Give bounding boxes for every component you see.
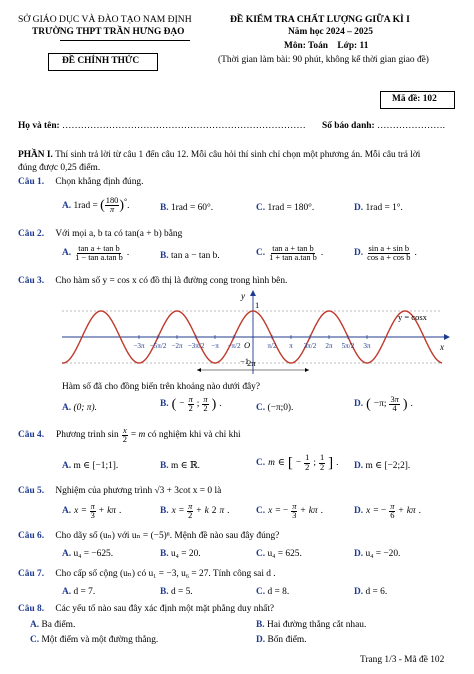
q6-option-b[interactable]: B. u₄ = 20. [160,549,201,559]
q4-label: Câu 4. [18,430,45,441]
q6-option-c[interactable]: C. u₄ = 625. [256,549,302,559]
graph-curve-label: y = cosx [398,312,427,322]
x-tick-label: π [289,342,293,350]
question-3 [18,276,287,288]
q2-c-den: 1 + tan a.tan b [269,253,317,263]
q1-option-b[interactable]: B. 1rad = 60°. [160,203,214,213]
student-id-dots: …………………. [376,121,445,131]
q6-option-c-text: u₄ = 625. [267,549,302,559]
q4-option-d[interactable]: D. m ∈ [−2;2]. [354,461,411,471]
q5-stem: Nghiệm của phương trình √3 + 3cot x = 0 là [55,486,222,496]
q1-label: Câu 1. [18,177,45,187]
q2-a-den: 1 − tan a.tan b [75,253,123,263]
x-axis-label: x [440,342,444,352]
q5-label: Câu 5. [18,486,45,496]
q4-option-a-text: m ∈ [−1;1]. [73,461,119,471]
q2-label: Câu 2. [18,229,45,239]
school-year: Năm học 2024 – 2025 [288,27,373,37]
part1-intro-line2: đúng được 0,25 điểm. [18,163,101,173]
q6-option-a[interactable]: A. u₄ = −625. [62,549,114,559]
x-tick-label: 3π/2 [303,342,317,350]
x-tick-label: −3π/2 [187,342,205,350]
q1-option-d[interactable]: D. 1rad = 1°. [354,203,403,213]
q7-option-d-text: d = 6. [365,587,388,597]
department-name: SỞ GIÁO DỤC VÀ ĐÀO TẠO NAM ĐỊNH [18,14,192,25]
q7-label: Câu 7. [18,569,45,579]
school-name: TRƯỜNG THPT TRẦN HƯNG ĐẠO [32,27,185,37]
q7-option-c-text: d = 8. [267,587,290,597]
question-2 [18,229,182,241]
question-5 [18,486,221,498]
exam-title: ĐỀ KIỂM TRA CHẤT LƯỢNG GIỮA KÌ I [230,14,410,25]
question-1 [18,177,143,189]
student-name-label: Họ và tên: [18,121,60,131]
y-axis-arrow [250,290,256,296]
q4-option-b[interactable]: B. m ∈ ℝ. [160,461,201,471]
q2-c-num: tan a + tan b [272,244,314,253]
y-one-label: 1 [255,300,260,310]
x-tick-label: −π/2 [227,342,241,350]
q1-option-b-text: 1rad = 60°. [170,203,214,213]
x-tick-label: 2π [325,342,333,350]
q7-option-d[interactable]: D. d = 6. [354,587,388,597]
x-tick-label: −3π [133,342,145,350]
q2-d-num: sin a + sin b [368,244,410,253]
q8-option-c-text: Một điểm và một đường thẳng. [41,635,159,645]
q3-option-b[interactable]: B. ( − $\frac{\pi}{2}$ ; $\frac{\pi}{2}$ ) . [160,395,222,414]
question-6 [18,531,279,543]
q8-option-c[interactable]: C. Một điểm và một đường thẳng. [30,635,159,645]
q4-option-d-text: m ∈ [−2;2]. [365,461,411,471]
exam-time: (Thời gian làm bài: 90 phút, không kể thời gian giao đề) [218,55,429,65]
exam-code: Mã đề: 102 [392,94,437,104]
q3-label: Câu 3. [18,276,45,286]
q7-option-a-text: d = 7. [73,587,96,597]
x-axis-arrow [444,334,450,340]
q8-option-d[interactable]: D. Bốn điểm. [256,635,307,645]
q8-option-a-text: Ba điểm. [41,620,76,630]
q7-stem: Cho cấp số cộng (uₙ) có u₁ = −3, u₆ = 27. Tính công sai d . [55,569,276,579]
student-id-line [322,121,445,133]
student-id-label: Số báo danh: [322,121,375,131]
q8-option-b[interactable]: B. Hai đường thẳng cắt nhau. [256,620,367,630]
q3-option-d[interactable]: D. ( −π; $\frac{3\pi}{4}$ ) . [354,395,413,414]
q8-stem: Các yếu tố nào sau đây xác định một mặt phẳng duy nhất? [55,604,275,614]
q6-option-d[interactable]: D. u₄ = −20. [354,549,401,559]
q3-question: Hàm số đã cho đồng biến trên khoảng nào dưới đây? [62,382,261,392]
q4-option-b-text: m ∈ ℝ. [170,461,201,471]
school-underline [60,40,190,41]
q3-stem: Cho hàm số y = cos x có đồ thị là đường cong trong hình bên. [55,276,288,286]
q2-option-b-text: tan a − tan b. [170,251,220,261]
official-label: ĐỀ CHÍNH THỨC [62,56,140,66]
q3-option-c[interactable]: C. (−π;0). [256,403,294,413]
q6-stem: Cho dãy số (uₙ) với uₙ = (−5)ⁿ. Mệnh đề nào sau đây đúng? [55,531,280,541]
period-arrow-left-head [197,368,201,372]
q6-option-b-text: u₄ = 20. [170,549,201,559]
q5-option-a[interactable]: A. x = $\frac{\pi}{3}$ + kπ . [62,502,122,521]
q8-option-a[interactable]: A. Ba điểm. [30,620,76,630]
question-4: Câu 4. Phương trình sin $\frac{x}{2}$ = m có nghiệm khi và chỉ khi [18,426,241,445]
x-tick-label: −5π/2 [149,342,167,350]
question-7 [18,569,276,581]
origin-label: O [244,340,251,350]
student-name-dots: …………………………………………………………………… [62,121,306,131]
y-minus-one-label: −1 [240,356,250,366]
q2-stem: Với mọi a, b ta có tan(a + b) bằng [55,229,183,239]
q8-label: Câu 8. [18,604,45,614]
x-tick-label: 5π/2 [341,342,355,350]
part1-intro [18,150,420,162]
q1-option-d-text: 1rad = 1°. [365,203,403,213]
x-tick-label: 3π [363,342,371,350]
q5-option-c[interactable]: C. x = − $\frac{\pi}{3}$ + kπ . [256,502,323,521]
q8-option-b-text: Hai đường thẳng cắt nhau. [266,620,367,630]
x-tick-label: −π [211,342,219,350]
q7-option-b[interactable]: B. d = 5. [160,587,193,597]
q5-option-b[interactable]: B. x = $\frac{\pi}{2}$ + k 2 π . [160,502,230,521]
x-tick-label: π/2 [267,342,277,350]
q1-option-a[interactable]: A. 1rad = ( $\frac{180}{\pi}$ )°. [62,196,130,215]
q2-d-den: cos a + cos b [367,253,411,263]
q2-option-c[interactable]: C. $\frac{\text{tan a + tan b}}{\text{1 + tan a.tan b}}$ . [256,244,324,263]
q1-option-c-text: 1rad = 180°. [267,203,315,213]
page-footer: Trang 1/3 - Mã đề 102 [360,655,445,665]
y-axis-label: y [241,291,245,301]
q5-option-d[interactable]: D. x = − $\frac{\pi}{6}$ + kπ . [354,502,421,521]
part1-intro-line1: Thí sinh trả lời từ câu 1 đến câu 12. Mỗi câu hỏi thí sinh chỉ chọn một phương án. Mỗi câu trả lời [52,150,421,160]
cosine-graph [60,290,450,376]
q1-stem: Chọn khẳng định đúng. [55,177,144,187]
part1-title: PHẦN I. [18,150,53,160]
q2-option-b[interactable]: B. tan a − tan b. [160,251,220,261]
q2-option-a[interactable]: A. $\frac{\text{tan a + tan b}}{\text{1 − tan a.tan b}}$ . [62,244,130,263]
q3-option-a[interactable]: A. (0; π). [62,403,97,413]
q2-a-num: tan a + tan b [78,244,120,253]
q8-option-d-text: Bốn điểm. [267,635,307,645]
q7-option-c[interactable]: C. d = 8. [256,587,290,597]
q3-option-c-text: (−π;0). [267,403,294,413]
subject-grade: Môn: Toán Lớp: 11 [284,41,369,51]
period-label: 2π [247,358,256,368]
q4-option-c[interactable]: C. m ∈ [ − $\frac{1}{2}$ ; $\frac{1}{2}$ ] . [256,453,339,472]
period-arrow-right-head [305,368,309,372]
student-name-line [18,121,306,133]
q2-option-d[interactable]: D. $\frac{\text{sin a + sin b}}{\text{cos a + cos b}}$ . [354,244,417,263]
q6-option-d-text: u₄ = −20. [365,549,401,559]
q6-option-a-text: u₄ = −625. [73,549,114,559]
q7-option-a[interactable]: A. d = 7. [62,587,96,597]
q7-option-b-text: d = 5. [170,587,193,597]
q6-label: Câu 6. [18,531,45,541]
question-8 [18,604,274,616]
q4-option-a[interactable]: A. m ∈ [−1;1]. [62,461,119,471]
q1-option-c[interactable]: C. 1rad = 180°. [256,203,315,213]
x-tick-label: −2π [171,342,183,350]
